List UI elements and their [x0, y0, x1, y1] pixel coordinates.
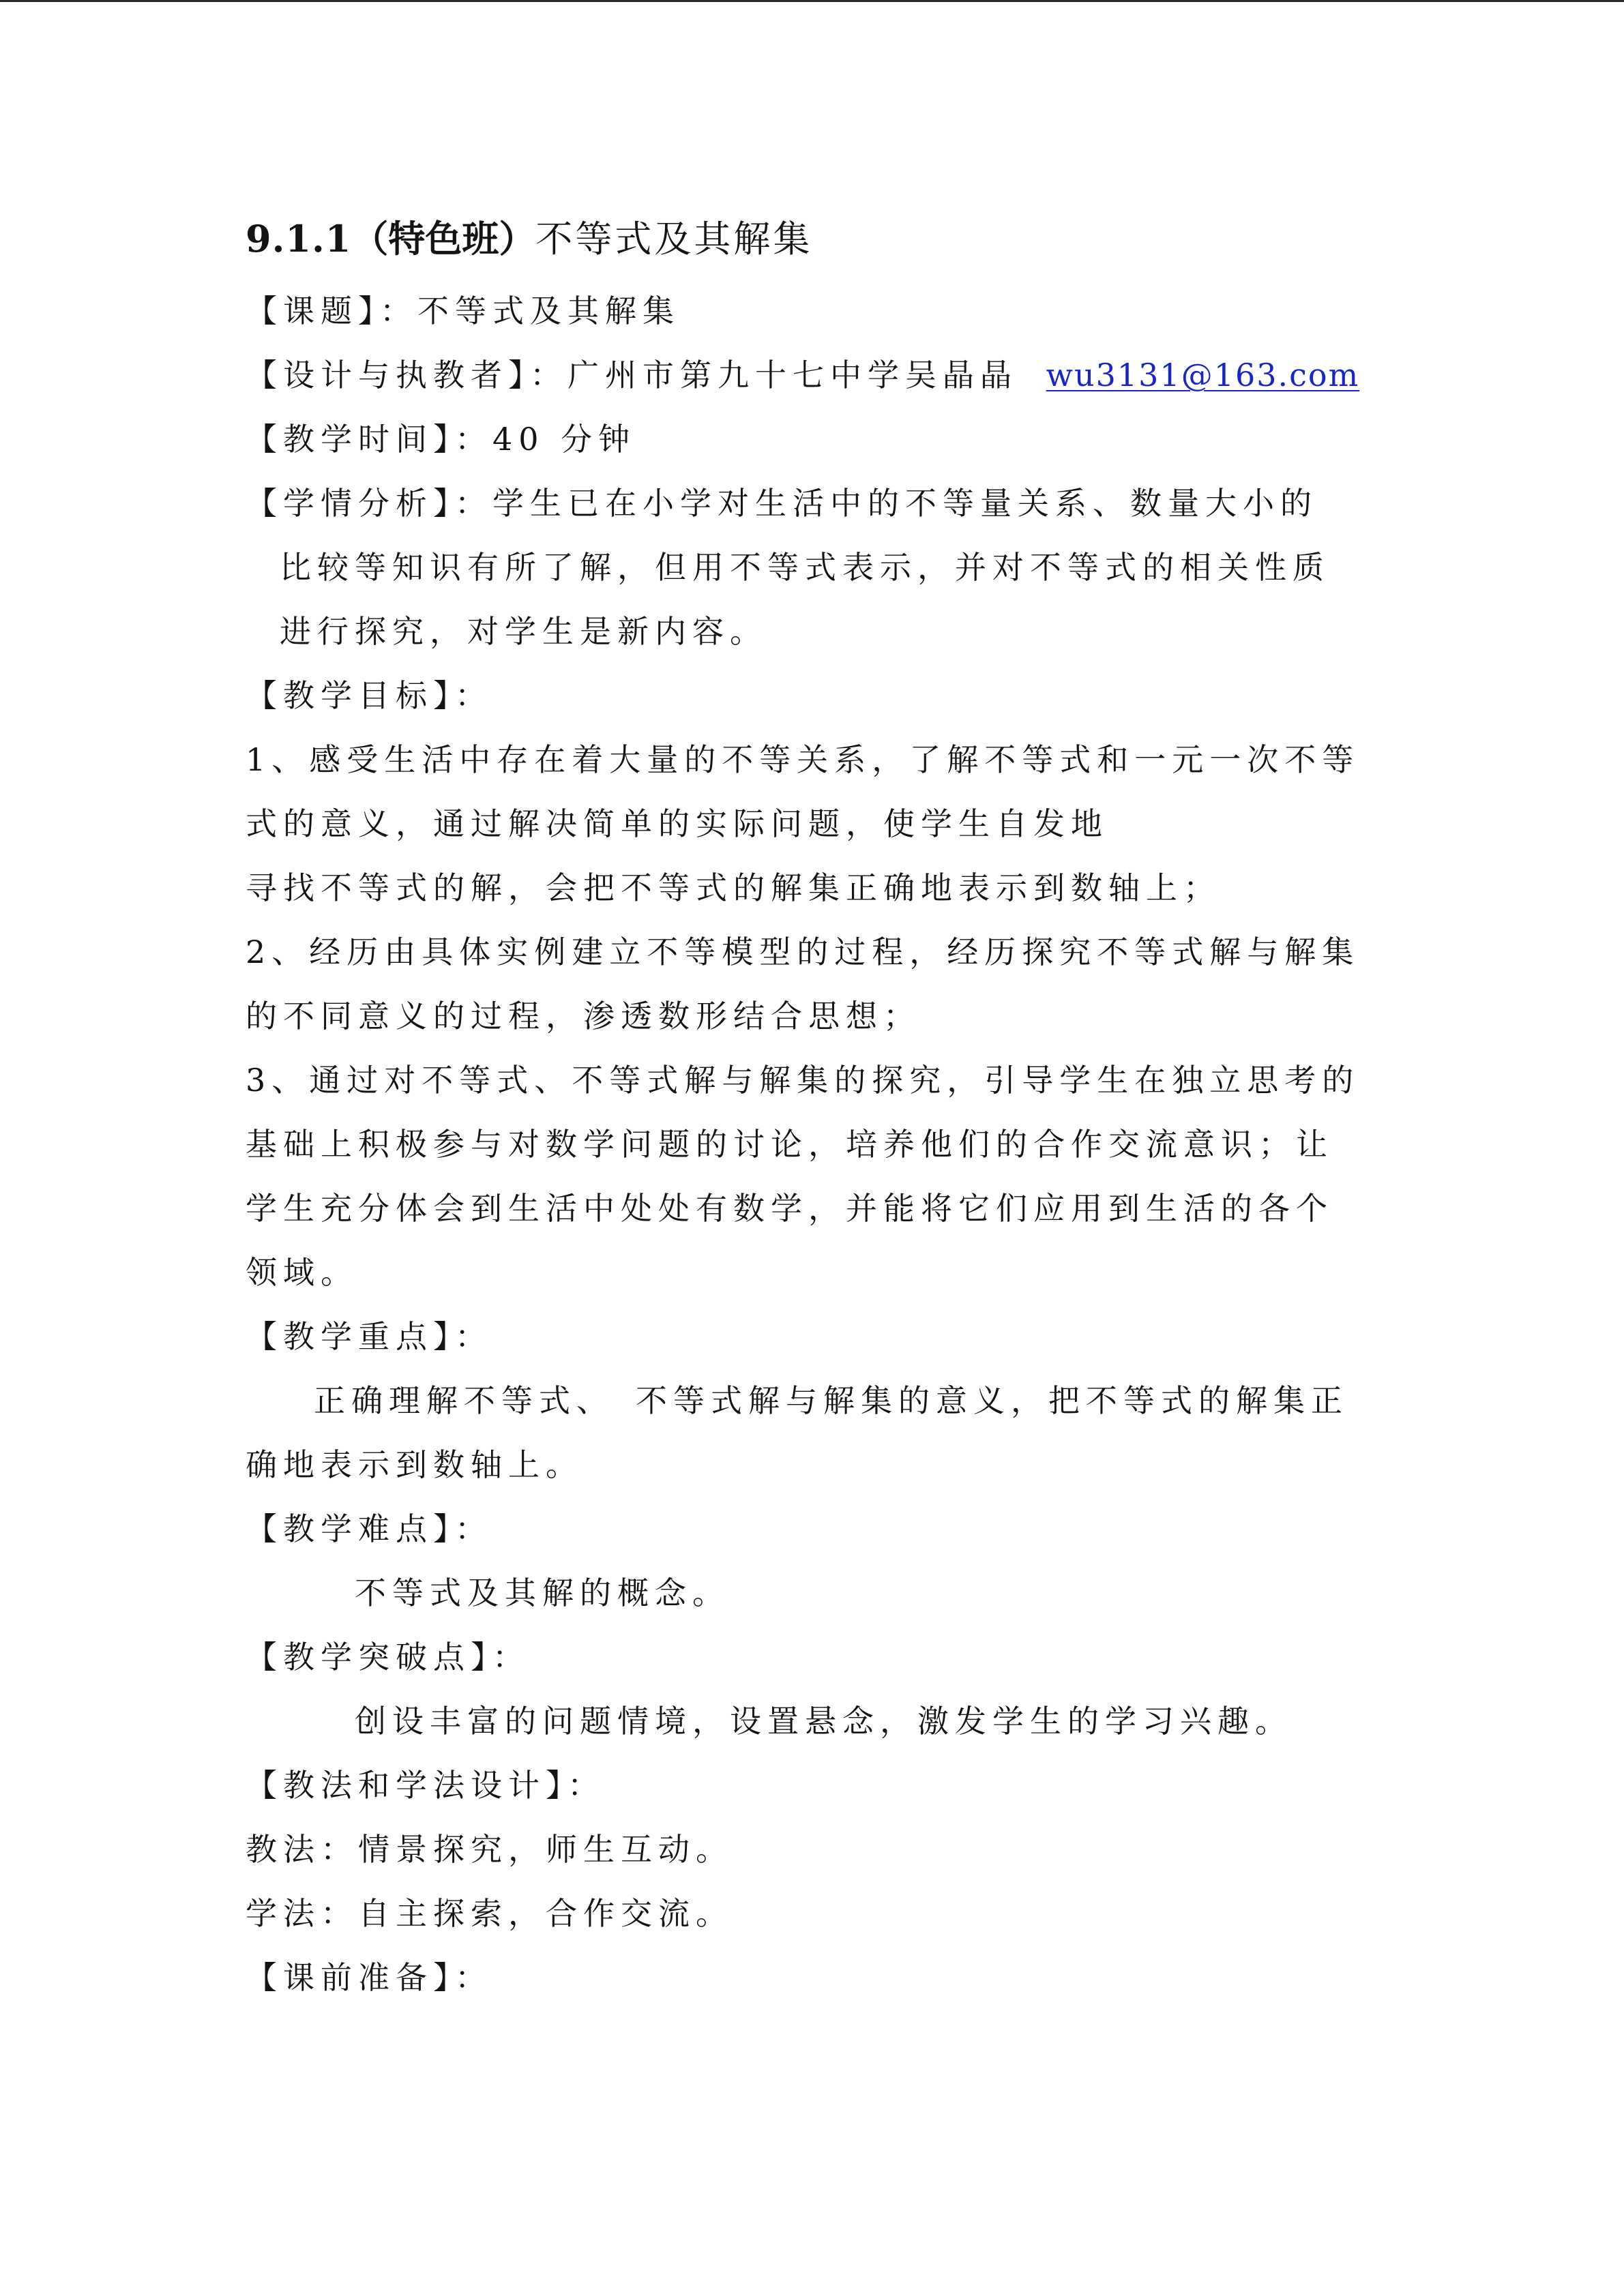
objective-line-1: 1、感受生活中存在着大量的不等关系，了解不等式和一元一次不等: [246, 741, 1360, 778]
designer-label: 【设计与执教者】：广州市第九十七中学吴晶晶: [246, 357, 1018, 393]
objective-line-4: 2、经历由具体实例建立不等模型的过程，经历探究不等式解与解集: [246, 934, 1360, 970]
breakthrough-heading: 【教学突破点】：: [246, 1639, 530, 1675]
objectives-heading: 【教学目标】：: [246, 677, 492, 714]
objective-line-3: 寻找不等式的解，会把不等式的解集正确地表示到数轴上；: [246, 869, 1221, 906]
title-class-type: （特色班）: [351, 217, 536, 260]
objective-line-7: 基础上积极参与对数学问题的讨论，培养他们的合作交流意识；让: [246, 1126, 1333, 1163]
breakthrough-text: 创设丰富的问题情境，设置悬念，激发学生的学习兴趣。: [355, 1703, 1293, 1740]
teaching-time-line: 【教学时间】：40 分钟: [246, 421, 636, 458]
title-number: 9.1.1: [246, 217, 352, 260]
designer-email-link[interactable]: wu3131@163.com: [1046, 357, 1360, 393]
objective-line-8: 学生充分体会到生活中处处有数学，并能将它们应用到生活的各个: [246, 1190, 1333, 1227]
objective-line-9: 领域。: [246, 1254, 358, 1291]
objective-line-6: 3、通过对不等式、不等式解与解集的探究，引导学生在独立思考的: [246, 1062, 1360, 1099]
preparation-heading: 【课前准备】：: [246, 1959, 492, 1996]
teaching-method-line: 教法：情景探究，师生互动。: [246, 1831, 733, 1868]
designer-line: [246, 355, 1359, 396]
analysis-line-2: 比较等知识有所了解，但用不等式表示，并对不等式的相关性质: [280, 549, 1330, 586]
objective-line-2: 式的意义，通过解决简单的实际问题，使学生自发地: [246, 805, 1108, 842]
top-border-line: [0, 0, 1624, 2]
objective-line-5: 的不同意义的过程，渗透数形结合思想；: [246, 998, 921, 1034]
methods-heading: 【教法和学法设计】：: [246, 1767, 605, 1804]
difficulty-heading: 【教学难点】：: [246, 1510, 492, 1547]
title-text: 不等式及其解集: [535, 218, 813, 260]
key-points-line-2: 确地表示到数轴上。: [246, 1446, 583, 1483]
key-points-heading: 【教学重点】：: [246, 1318, 492, 1355]
difficulty-text: 不等式及其解的概念。: [355, 1575, 730, 1611]
learning-method-line: 学法：自主探索，合作交流。: [246, 1895, 733, 1932]
key-points-line-1: 正确理解不等式、 不等式解与解集的意义，把不等式的解集正: [314, 1382, 1348, 1419]
analysis-line-1: 【学情分析】：学生已在小学对生活中的不等量关系、数量大小的: [246, 485, 1318, 522]
analysis-line-3: 进行探究，对学生是新内容。: [280, 613, 767, 650]
document-title: [246, 217, 812, 261]
topic-line: 【课题】：不等式及其解集: [246, 293, 680, 329]
